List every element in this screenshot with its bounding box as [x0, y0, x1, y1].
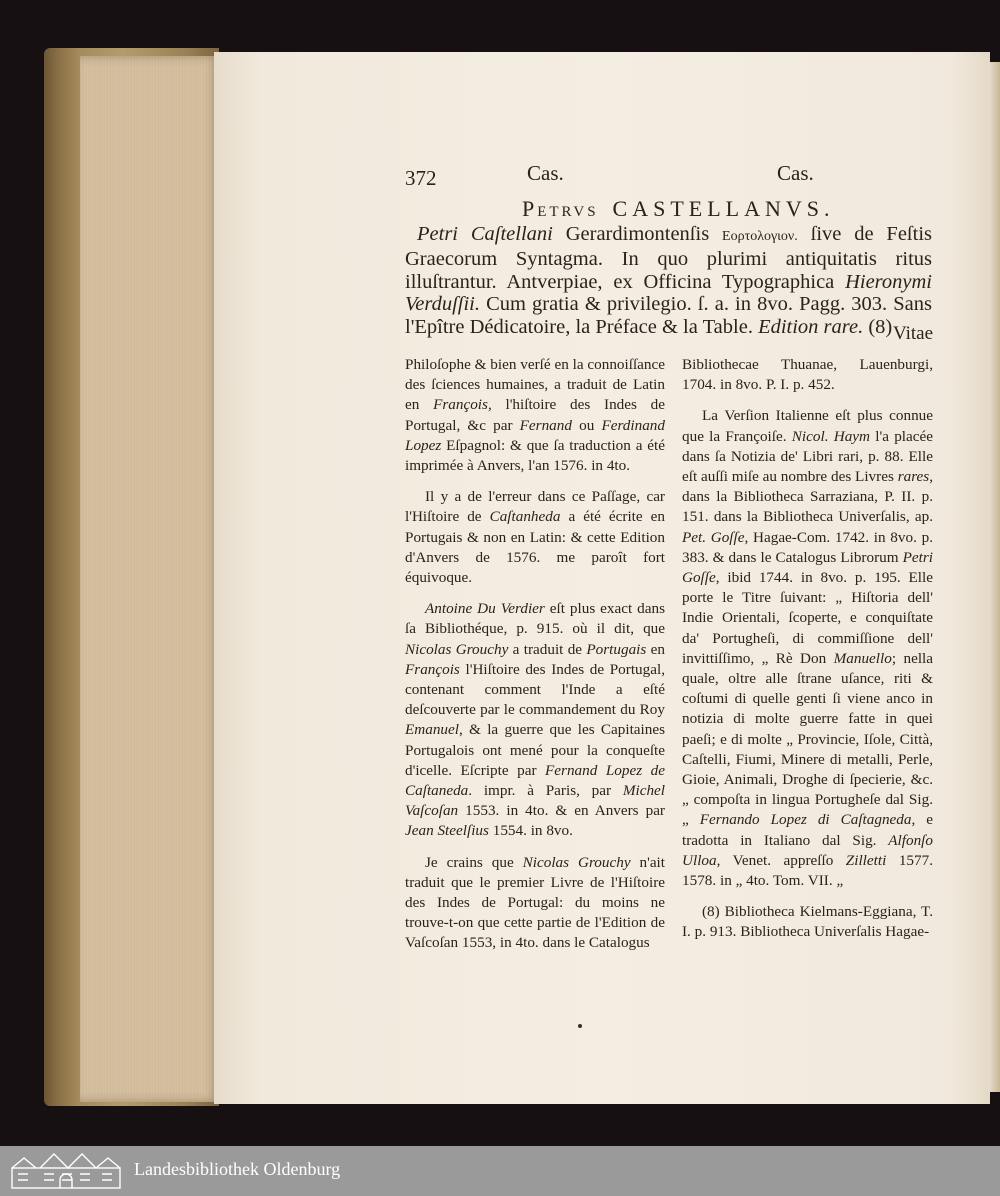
title-name: CASTELLANVS.	[612, 196, 835, 221]
running-head-right: Cas.	[777, 161, 814, 185]
footnote: (8) Bibliotheca Kielmans-Eggiana, T. I. p. 913. Bibliotheca Univerſalis Hagae-	[682, 903, 933, 941]
page-mark	[578, 1024, 582, 1028]
entry-rarity: Edition rare.	[758, 315, 864, 338]
page-number: 372	[405, 166, 437, 190]
facing-page-edge	[988, 62, 1000, 1092]
entry-printer: Hieronymi Verduſſii.	[405, 270, 932, 316]
catchword: Vitae	[893, 323, 934, 344]
right-column	[682, 355, 933, 954]
running-head-left: Cas.	[527, 161, 564, 185]
footer-bar	[0, 1146, 1000, 1196]
entry-greek-title: Εορτολογιον.	[722, 229, 798, 244]
paragraph: Antoine Du Verdier eſt plus exact dans ſa Bibliothéque, p. 915. où il dit, que Nicolas Grouchy a traduit de Portugais en François l'Hiſtoire des Indes de Portugal, contenant comment l'Inde a eſté deſcouverte par le commandement du Roy Emanuel, & la guerre que les Capitaines Portugalois ont mené pour la conqueſte d'icelle. Eſcripte par Fernand Lopez de Caſtaneda. impr. à Paris, par Michel Vaſcoſan 1553. in 4to. & en Anvers par Jean Steelſius 1554. in 8vo.	[405, 600, 665, 840]
entry-text: ſive de Feſtis Graecorum Syntagma. In quo plurimi antiquitatis ritus illuſtrantur. Antverpiae, ex Officina Typographica	[405, 223, 932, 293]
paragraph: Je crains que Nicolas Grouchy n'ait traduit que le premier Livre de l'Hiſtoire des Indes de Portugal: du moins ne trouve-t-on que cette partie de l'Edition de Vaſcoſan 1553, in 4to. dans le Catalogus	[405, 853, 666, 952]
entry-text: Gerardimontenſis	[552, 223, 723, 245]
bibliographic-entry	[405, 223, 932, 338]
paragraph: Il y a de l'erreur dans ce Paſſage, car l'Hiſtoire de Caſtanheda a été écrite en Portugais & non en Latin: & cette Edition d'Anvers de 1576. me paroît fort équivoque.	[405, 488, 665, 587]
paragraph: La Verſion Italienne eſt plus connue que la Françoiſe. Nicol. Haym l'a placée dans ſa Notizia de' Libri rari, p. 88. Elle eſt auſſi miſe au nombre des Livres rares, dans la Bibliotheca Sarraziana, P. II. p. 151. dans la Bibliotheca Univerſalis, ap. Pet. Goſſe, Hagae-Com. 1742. in 8vo. p. 383. & dans le Catalogus Librorum Petri Goſſe, ibid 1744. in 8vo. p. 195. Elle porte le Titre ſuivant: „ Hiſtoria dell' Indie Orientali, ſcoperte, e conquiſtate da' Portugheſi, di commiſſione dell' invittiſſimo, „ Rè Don Manuello; nella quale, oltre alle ſtrane uſance, riti & coſtumi di quelle genti ſi viene anco in notizia di molte guerre fatte in quei paeſi; e di molte „ Provincie, Iſole, Città, Caſtelli, Fiumi, Minere di metalli, Perle, Gioie, Animali, Droghe di ſpecierie, &c. „ compoſta in lingua Portugheſe dal Sig. „ Fernando Lopez di Caſtagneda, e tradotta in Italiano dal Sig. Alfonſo Ulloa, Venet. appreſſo Zilletti 1577. 1578. in „ 4to. Tom. VII. „	[682, 407, 934, 890]
title-prefix: Petrvs	[522, 196, 599, 221]
page-edges	[80, 56, 220, 1102]
left-column	[405, 355, 665, 965]
paragraph: Bibliothecae Thuanae, Lauenburgi, 1704. in 8vo. P. I. p. 452.	[682, 356, 933, 394]
entry-note-ref: (8)	[863, 315, 893, 338]
library-name: Landesbibliothek Oldenburg	[134, 1159, 341, 1179]
entry-title	[522, 196, 835, 222]
library-building-logo-icon	[10, 1152, 122, 1190]
entry-text: Cum gratia & privilegio. ſ. a. in 8vo. Pagg. 303. Sans l'Epître Dédicatoire, la Préface & la Table.	[405, 293, 932, 338]
paragraph: Philoſophe & bien verſé en la connoiſſance des ſciences humaines, a traduit de Latin en François, l'hiſtoire des Indes de Portugal, &c par Fernand ou Ferdinand Lopez Eſpagnol: & que ſa traduction a été imprimée à Anvers, l'an 1576. in 4to.	[405, 356, 666, 475]
entry-author: Petri Caſtellani	[417, 223, 553, 245]
